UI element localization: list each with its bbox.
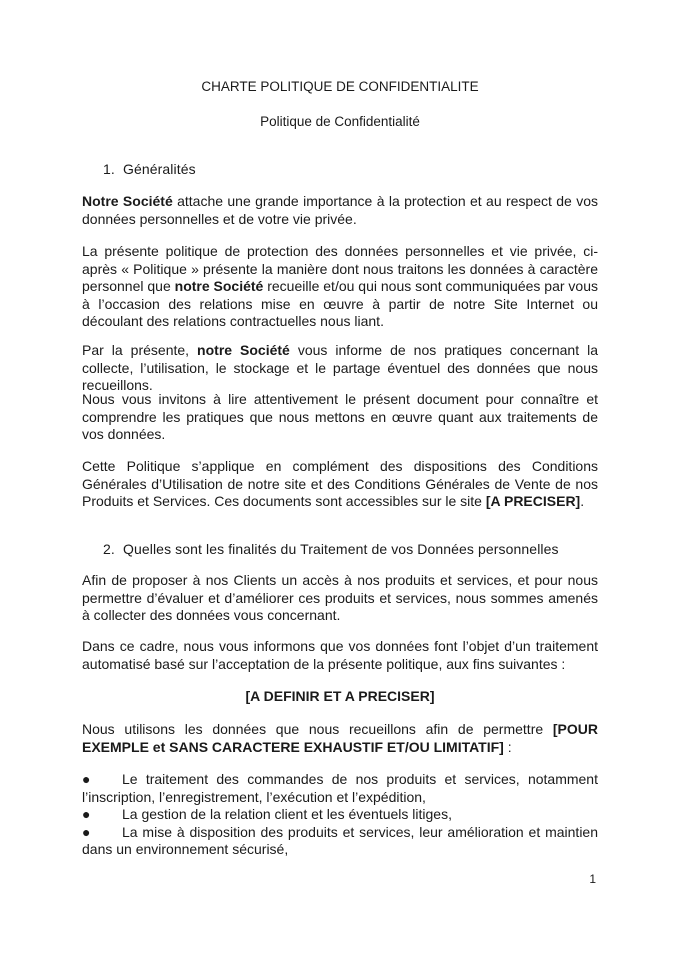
list-item-text: La mise à disposition des produits et services, leur amélioration et maintien dans un environnement sécurisé,	[82, 823, 598, 857]
section-2-heading	[103, 541, 559, 557]
paragraph-text: .	[580, 493, 585, 509]
section-1-number: 1.	[103, 161, 115, 177]
paragraph-text: recueille et/ou qui nous sont communiquées par vous à l’occasion des relations mise en œuvre à partir de notre Site Internet ou découlant des relations contractuelles nous liant.	[82, 278, 598, 329]
document-title: CHARTE POLITIQUE DE CONFIDENTIALITE	[201, 79, 479, 94]
paragraph-text: Par la présente,	[82, 342, 198, 358]
list-item	[82, 771, 598, 806]
section-2-paragraph-2	[82, 638, 598, 673]
list-item	[82, 824, 598, 859]
company-name: notre Société	[174, 278, 264, 294]
paragraph-text: :	[503, 738, 512, 755]
section-1-paragraph-4	[82, 391, 598, 444]
section-2-title: Quelles sont les finalités du Traitement de vos Données personnelles	[123, 541, 559, 557]
section-2-number: 2.	[103, 541, 115, 557]
purposes-list	[82, 771, 598, 859]
section-1-title: Généralités	[123, 161, 196, 177]
document-subtitle: Politique de Confidentialité	[260, 114, 420, 129]
bullet-icon: ●	[82, 771, 91, 787]
define-placeholder: [A DEFINIR ET A PRECISER]	[245, 688, 435, 704]
example-placeholder: [POUR EXEMPLE et SANS CARACTERE EXHAUSTIF ET/OU LIMITATIF]	[82, 721, 598, 755]
company-name: Notre Société	[82, 193, 173, 209]
list-item	[82, 806, 598, 824]
list-item-text: Le traitement des commandes de nos produits et services, notamment l’inscription, l’enregistrement, l’exécution et l’expédition,	[82, 771, 598, 805]
section-1-paragraph-3	[82, 342, 598, 395]
section-2-paragraph-1	[82, 572, 598, 625]
section-1-paragraph-5	[82, 458, 598, 511]
section-1-paragraph-2	[82, 243, 598, 331]
paragraph-text: La présente politique de protection des données personnelles et vie privée, ci-après « Politique » présente la manière dont nous traitons les données à caractère personnel que	[82, 243, 598, 294]
paragraph-text: Nous utilisons les données que nous recueillons afin de permettre	[82, 721, 553, 737]
paragraph-text: Nous vous invitons à lire attentivement le présent document pour connaître et comprendre les pratiques que nous mettons en œuvre quant aux traitements de vos données.	[82, 391, 598, 442]
company-name: notre Société	[197, 342, 290, 358]
paragraph-text: attache une grande importance à la protection et au respect de vos données personnelles et de votre vie privée.	[82, 193, 598, 227]
paragraph-text: vous informe de nos pratiques concernant la collecte, l’utilisation, le stockage et le partage éventuel des données que nous recueillons.	[82, 342, 598, 393]
paragraph-text: Afin de proposer à nos Clients un accès à nos produits et services, et pour nous permettre d’évaluer et d’améliorer ces produits et services, nous sommes amenés à collecter des données vous concernant.	[82, 572, 598, 623]
bullet-icon: ●	[82, 806, 91, 822]
section-1-paragraph-1	[82, 193, 598, 228]
site-placeholder: [A PRECISER]	[485, 493, 581, 509]
page-number: 1	[589, 872, 596, 886]
section-2-paragraph-3	[82, 721, 598, 756]
section-1-heading	[103, 161, 196, 177]
paragraph-text: Cette Politique s’applique en complément des dispositions des Conditions Générales d’Utilisation de notre site et des Conditions Générales de Vente de nos Produits et Services. Ces documents sont accessibles sur le site	[82, 458, 598, 509]
bullet-icon: ●	[82, 823, 91, 840]
paragraph-text: Dans ce cadre, nous vous informons que vos données font l’objet d’un traitement automatisé basé sur l’acceptation de la présente politique, aux fins suivantes :	[82, 638, 598, 672]
list-item-text: La gestion de la relation client et les éventuels litiges,	[122, 806, 452, 822]
